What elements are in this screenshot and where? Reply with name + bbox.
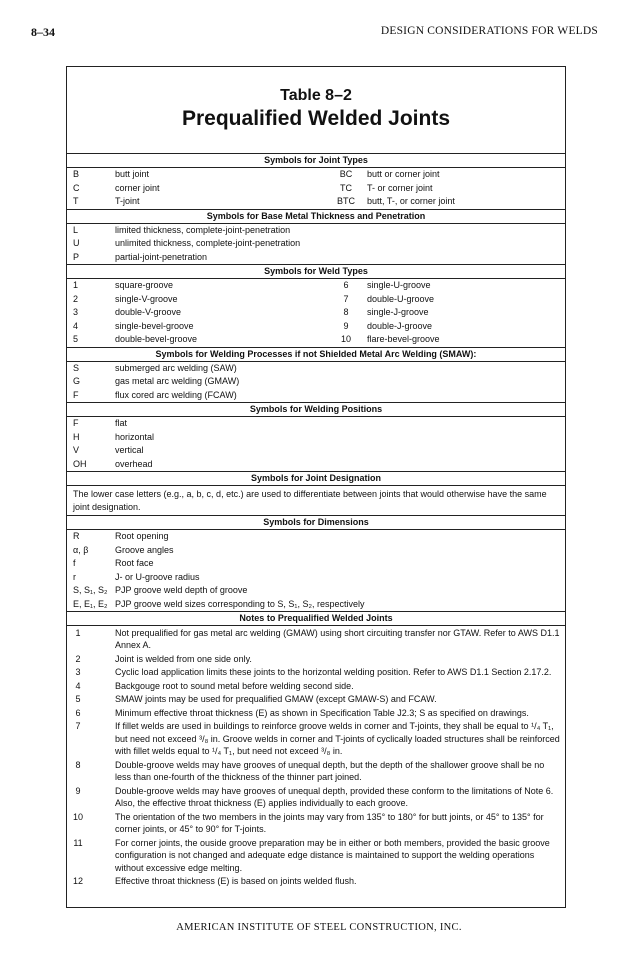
weld-type-row [67, 279, 565, 293]
note-number: 6 [75, 707, 81, 718]
symbol: 1 [73, 280, 79, 290]
page-number: 8–34 [31, 25, 55, 39]
symbol: F [73, 389, 79, 400]
note-row [67, 666, 565, 680]
note-number: 7 [75, 721, 81, 731]
joint-type-row [67, 195, 565, 209]
note-number: 8 [75, 759, 81, 770]
symbol: 7 [343, 293, 349, 304]
process-row [67, 362, 565, 376]
description: limited thickness, complete-joint-penetration [115, 224, 291, 235]
symbol: V [73, 445, 80, 455]
table-frame [66, 66, 566, 908]
symbol: f [73, 558, 76, 568]
symbol: C [73, 182, 80, 193]
dimension-row [67, 584, 565, 598]
process-group [67, 362, 565, 404]
thickness-row [67, 251, 565, 265]
symbol: 9 [343, 320, 349, 331]
table-content [67, 154, 565, 888]
symbol: U [73, 238, 80, 248]
designation-heading: Symbols for Joint Designation [67, 471, 565, 486]
notes-group [67, 626, 565, 888]
note-row [67, 626, 565, 652]
symbol: 2 [73, 293, 79, 304]
symbol: P [73, 251, 80, 262]
table-title: Prequalified Welded Joints [182, 107, 450, 130]
thickness-row [67, 237, 565, 251]
symbol: E, E₁, E₂ [73, 598, 108, 609]
symbol: F [73, 418, 79, 428]
designation-text: The lower case letters (e.g., a, b, c, d, etc.) are used to differentiate between joints that would otherwise have the same joint designation. [67, 486, 565, 516]
weld-types-heading: Symbols for Weld Types [67, 264, 565, 279]
description: butt or corner joint [367, 169, 440, 179]
note-number: 10 [72, 811, 83, 822]
weld-type-row [67, 306, 565, 320]
symbol: T [73, 196, 79, 206]
joint-type-group [67, 168, 565, 210]
note-text: Effective throat thickness (E) is based on joints welded flush. [115, 876, 357, 886]
note-text: Cyclic load application limits these joints to the horizontal welding position. Refer to AWS D1.1 Section 2.17.2. [115, 667, 552, 677]
description: flux cored arc welding (FCAW) [115, 389, 237, 400]
position-row [67, 431, 565, 445]
note-row [67, 784, 565, 810]
position-row [67, 458, 565, 472]
symbol: 5 [73, 334, 79, 344]
note-number: 1 [75, 627, 81, 638]
description: T- or corner joint [367, 182, 433, 193]
joint-type-row [67, 182, 565, 196]
table-number: Table 8–2 [280, 87, 352, 104]
description: Root opening [115, 531, 169, 541]
weld-type-row [67, 293, 565, 307]
symbol: S [73, 362, 80, 373]
symbol: BC [339, 169, 353, 179]
dimension-row [67, 571, 565, 585]
description: PJP groove weld depth of groove [115, 585, 248, 595]
note-number: 4 [75, 680, 81, 691]
note-number: 2 [75, 653, 81, 664]
dimension-group [67, 530, 565, 612]
symbol: 3 [73, 307, 79, 317]
description: single-V-groove [115, 293, 178, 304]
running-header: DESIGN CONSIDERATIONS FOR WELDS [380, 25, 598, 37]
symbol: L [73, 224, 79, 235]
symbol: r [73, 571, 76, 582]
description: partial-joint-penetration [115, 251, 208, 262]
description: single-U-groove [367, 280, 431, 290]
symbol: B [73, 169, 80, 179]
description: corner joint [115, 182, 160, 193]
description: gas metal arc welding (GMAW) [115, 376, 240, 386]
description: double-bevel-groove [115, 334, 198, 344]
symbol: OH [73, 458, 87, 469]
process-row [67, 375, 565, 389]
description: single-J-groove [367, 307, 429, 317]
description: PJP groove weld sizes corresponding to S, S₁, S₂, respectively [115, 598, 365, 609]
thickness-group [67, 224, 565, 266]
description: horizontal [115, 431, 155, 442]
symbol: TC [340, 182, 352, 193]
dimension-row [67, 598, 565, 612]
note-row [67, 758, 565, 784]
description: Root face [115, 558, 154, 568]
note-text: Minimum effective throat thickness (E) as shown in Specification Table J2.3; S as specified on drawings. [115, 707, 529, 718]
note-text: Double-groove welds may have grooves of unequal depth, but the depth of the shallower groove shall be no less than one-fourth of the thickness of the thinner part joined. [115, 759, 545, 782]
description: single-bevel-groove [115, 320, 194, 331]
note-row [67, 836, 565, 875]
note-row [67, 706, 565, 720]
dimension-row [67, 557, 565, 571]
note-row [67, 810, 565, 836]
joint-type-row [67, 168, 565, 182]
notes-heading: Notes to Prequalified Welded Joints [67, 611, 565, 626]
weld-type-group [67, 279, 565, 348]
symbol: G [73, 376, 81, 386]
description: butt joint [115, 169, 150, 179]
symbol: 6 [343, 280, 349, 290]
joint-types-heading: Symbols for Joint Types [67, 153, 565, 168]
weld-type-row [67, 333, 565, 347]
description: vertical [115, 445, 144, 455]
note-number: 12 [72, 876, 83, 886]
note-text: The orientation of the two members in the joints may vary from 135° to 180° for butt joints, or 45° to 135° for corner joints, or 45° to 90° for T-joints. [115, 811, 544, 834]
dimensions-heading: Symbols for Dimensions [67, 515, 565, 530]
position-group [67, 417, 565, 472]
note-text: SMAW joints may be used for prequalified GMAW (except GMAW-S) and FCAW. [115, 694, 437, 704]
symbol: 4 [73, 320, 79, 331]
note-number: 11 [73, 837, 83, 848]
symbol: H [73, 431, 80, 442]
symbol: BTC [337, 196, 355, 206]
description: J- or U-groove radius [115, 571, 200, 582]
note-row [67, 720, 565, 759]
symbol: 8 [343, 307, 349, 317]
note-row [67, 652, 565, 666]
note-text: For corner joints, the ouside groove preparation may be in either or both members, provided the basic groove configuration is not changed and adequate edge distance is maintained to support the welding operations without excessive edge melting. [115, 837, 550, 873]
position-row [67, 417, 565, 431]
description: butt, T-, or corner joint [367, 196, 455, 206]
position-row [67, 444, 565, 458]
symbol: S, S₁, S₂ [73, 585, 108, 595]
description: Groove angles [115, 544, 174, 555]
note-number: 9 [75, 785, 81, 796]
positions-heading: Symbols for Welding Positions [67, 402, 565, 417]
symbol: R [73, 531, 80, 541]
note-text: If fillet welds are used in buildings to reinforce groove welds in corner and T-joints, they shall be equal to ¹/₄ T₁, but need not exceed ³/₈ in. Groove welds in corner and T-joints of cyclically loaded structures shall be reinforced with fillet welds equal to ¹/₄ T₁, but need not exceed ³/₈ in. [115, 721, 560, 756]
description: double-V-groove [115, 307, 182, 317]
note-text: Not prequalified for gas metal arc welding (GMAW) using short circuiting transfer nor GTAW. Refer to AWS D1.1 Annex A. [115, 627, 560, 650]
thickness-heading: Symbols for Base Metal Thickness and Penetration [67, 209, 565, 224]
note-number: 3 [75, 667, 81, 677]
thickness-row [67, 224, 565, 238]
note-number: 5 [75, 694, 81, 704]
note-row [67, 875, 565, 889]
description: square-groove [115, 280, 174, 290]
description: flat [115, 418, 128, 428]
footer: AMERICAN INSTITUTE OF STEEL CONSTRUCTION, INC. [176, 922, 462, 933]
symbol: α, β [73, 544, 89, 555]
note-row [67, 679, 565, 693]
note-row [67, 693, 565, 707]
description: submerged arc welding (SAW) [115, 362, 237, 373]
note-text: Backgouge root to sound metal before welding second side. [115, 680, 354, 691]
process-row [67, 389, 565, 403]
note-text: Double-groove welds may have grooves of unequal depth, provided these conform to the limitations of Note 6. Also, the effective throat thickness (E) applies individually to each groove. [115, 785, 554, 808]
description: double-U-groove [367, 293, 435, 304]
processes-heading: Symbols for Welding Processes if not Shielded Metal Arc Welding (SMAW): [67, 347, 565, 362]
description: double-J-groove [367, 320, 433, 331]
note-text: Joint is welded from one side only. [115, 653, 252, 664]
description: overhead [115, 458, 153, 469]
symbol: 10 [340, 334, 351, 344]
description: T-joint [115, 196, 140, 206]
dimension-row [67, 530, 565, 544]
description: unlimited thickness, complete-joint-penetration [115, 238, 301, 248]
description: flare-bevel-groove [367, 334, 440, 344]
dimension-row [67, 544, 565, 558]
weld-type-row [67, 320, 565, 334]
